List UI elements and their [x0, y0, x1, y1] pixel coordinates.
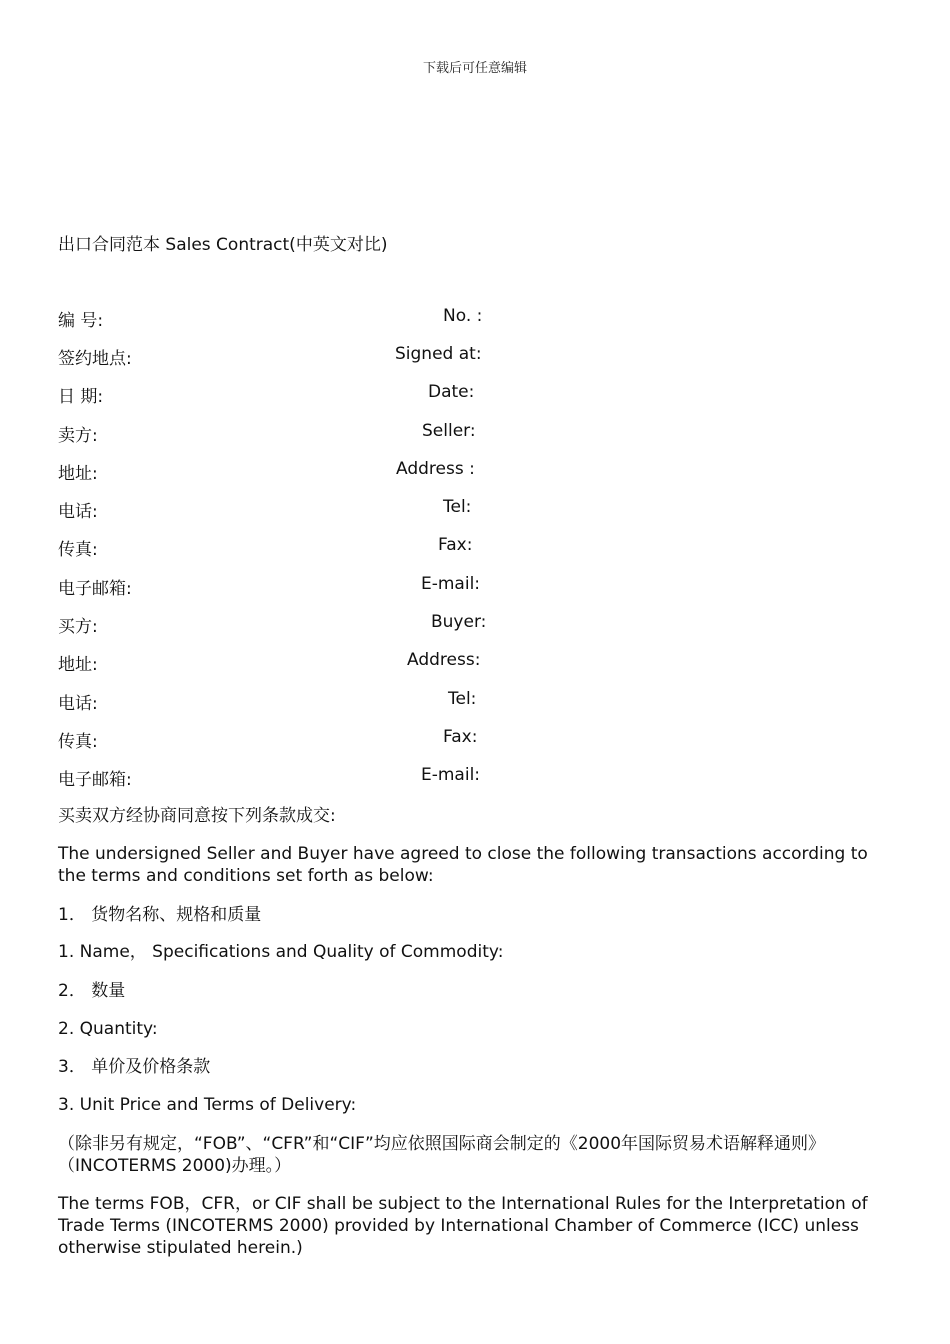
- field-row-seller-tel: [58, 497, 578, 521]
- clause-2-heading-en: 2. Quantity:: [58, 1019, 158, 1039]
- clause-3-heading-zh: 3． 单价及价格条款: [58, 1057, 211, 1077]
- field-label-en: Address :: [396, 459, 475, 479]
- field-label-en: Signed at:: [395, 344, 482, 364]
- field-label-en: E-mail:: [421, 765, 481, 785]
- field-label-en: Fax:: [438, 535, 473, 555]
- field-label-zh: 编 号:: [58, 311, 104, 331]
- field-label-en: Tel:: [443, 497, 472, 517]
- field-label-en: No. :: [443, 306, 483, 326]
- agreement-statement-zh: 买卖双方经协商同意按下列条款成交:: [58, 806, 336, 826]
- field-label-en: Fax:: [443, 727, 478, 747]
- field-label-en: Address:: [407, 650, 481, 670]
- field-label-zh: 买方:: [58, 617, 98, 637]
- field-label-zh: 地址:: [58, 655, 98, 675]
- field-label-zh: 电子邮箱:: [58, 770, 132, 790]
- field-label-zh: 地址:: [58, 464, 98, 484]
- clause-1-heading-zh: 1． 货物名称、规格和质量: [58, 905, 262, 925]
- field-label-zh: 日 期:: [58, 387, 104, 407]
- field-row-buyer-fax: [58, 727, 578, 751]
- field-row-contract-no: [58, 306, 578, 330]
- field-label-zh: 传真:: [58, 540, 98, 560]
- document-title: 出口合同范本 Sales Contract(中英文对比): [58, 235, 388, 255]
- field-label-zh: 传真:: [58, 732, 98, 752]
- field-label-zh: 电话:: [58, 694, 98, 714]
- field-label-zh: 电话:: [58, 502, 98, 522]
- field-label-zh: 卖方:: [58, 426, 98, 446]
- incoterms-note-zh: （除非另有规定，“FOB”、“CFR”和“CIF”均应依照国际商会制定的《2000年国际贸易术语解释通则》（INCOTERMS 2000)办理。）: [58, 1134, 826, 1176]
- field-label-en: Tel:: [448, 689, 477, 709]
- clause-3-heading-en: 3. Unit Price and Terms of Delivery:: [58, 1095, 357, 1115]
- field-row-buyer: [58, 612, 578, 636]
- field-row-seller-fax: [58, 535, 578, 559]
- field-label-zh: 签约地点:: [58, 349, 132, 369]
- clause-1-heading-en: 1. Name， Specifications and Quality of Commodity:: [58, 942, 504, 962]
- page-header: 下载后可任意编辑: [422, 61, 527, 76]
- field-label-en: Seller:: [422, 421, 476, 441]
- agreement-statement-en: The undersigned Seller and Buyer have agreed to close the following transactions according to the terms and conditions set forth as below:: [58, 844, 868, 886]
- field-label-zh: 电子邮箱:: [58, 579, 132, 599]
- field-row-seller-email: [58, 574, 578, 598]
- field-row-date: [58, 382, 578, 406]
- field-row-buyer-address: [58, 650, 578, 674]
- field-row-buyer-email: [58, 765, 578, 789]
- incoterms-note-en: The terms FOB，CFR，or CIF shall be subject to the International Rules for the Interpretation of Trade Terms (INCOTERMS 2000) provided by International Chamber of Commerce (ICC) unless otherwise stipulated herein.): [58, 1194, 868, 1258]
- field-label-en: Date:: [428, 382, 475, 402]
- field-row-seller-address: [58, 459, 578, 483]
- field-row-seller: [58, 421, 578, 445]
- field-label-en: Buyer:: [431, 612, 487, 632]
- field-row-buyer-tel: [58, 689, 578, 713]
- clause-2-heading-zh: 2． 数量: [58, 981, 126, 1001]
- field-label-en: E-mail:: [421, 574, 481, 594]
- field-row-signed-at: [58, 344, 578, 368]
